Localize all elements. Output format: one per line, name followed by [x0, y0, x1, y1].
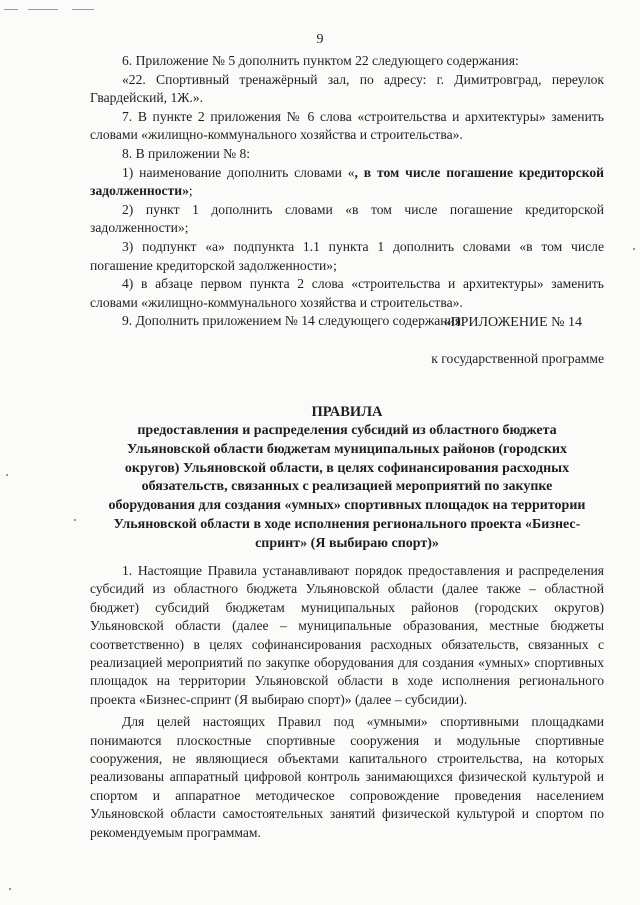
scan-edge-mark: [4, 9, 18, 10]
amendment-sub-2: 2) пункт 1 дополнить словами «в том числе погашение кредиторской задолженности»;: [90, 201, 604, 236]
amendment-sub-4: 4) в абзаце первом пункта 2 слова «строительства и архитектуры» заменить словами «жилищно-коммунального хозяйства и строительства».: [90, 276, 604, 310]
rules-paragraph-1: 1. Настоящие Правила устанавливают порядок предоставления и распределения субсидий из областного бюджета Ульяновской области (далее также – областной бюджет) субсидий бюджетам муниципальных районов (городских округов) Ульяновской области (далее – муниципальные образования, местные бюджеты соответственно) в целях софинансирования расходных обязательств, связанных с реализацией мероприятий по закупке оборудования для создания «умных» спортивных площадок на территории Ульяновской области в ходе исполнения регионального проекта «Бизнес-спринт (Я выбираю спорт)» (далее – субсидии).: [90, 563, 604, 707]
scan-edge-mark: [28, 9, 58, 10]
scan-speck: [6, 474, 8, 476]
scan-speck: [633, 248, 635, 250]
scan-speck: [9, 888, 11, 890]
amendment-item-6: 6. Приложение № 5 дополнить пунктом 22 следующего содержания:: [122, 53, 519, 68]
rules-body: [90, 562, 604, 842]
rules-subheading: предоставления и распределения субсидий из областного бюджета Ульяновской области бюджетам муниципальных районов (городских округов) Ульяновской области, в целях софинансирования расходных обязательств, связанных с реализацией мероприятий по закупке оборудования для создания «умных» спортивных площадок на территории Ульяновской области в ходе исполнения регионального проекта «Бизнес-спринт» (Я выбираю спорт)»: [108, 423, 586, 551]
sub1-bold-text: , в том числе погашение кредиторской задолженности»: [90, 164, 604, 199]
rules-heading: ПРАВИЛА: [311, 404, 383, 420]
appendix-subtitle: к государственной программе: [431, 351, 604, 366]
amendment-item-8: 8. В приложении № 8:: [122, 145, 251, 161]
amendments-section: [90, 52, 604, 331]
amendment-sub-3: 3) подпункт «а» подпункта 1.1 пункта 1 дополнить словами «в том числе погашение кредиторской задолженности»;: [90, 238, 604, 273]
amendment-item-7: 7. В пункте 2 приложения № 6 слова «строительства и архитектуры» заменить словами «жилищно-коммунального хозяйства и строительства».: [90, 108, 604, 143]
amendment-item-9: 9. Дополнить приложением № 14 следующего содержания:: [122, 313, 465, 329]
page-number: 9: [316, 32, 324, 47]
appendix-number: «ПРИЛОЖЕНИЕ № 14: [443, 315, 582, 330]
rules-paragraph-2: Для целей настоящих Правил под «умными» спортивными площадками понимаются плоскостные спортивные сооружения и модульные спортивные сооружения, не являющиеся объектами капитального строительства, на которых реализованы аппаратный цифровой контроль занимающихся физической культурой и спортом и аппаратное методическое сопровождение проведения населением Ульяновской области самостоятельных занятий физической культурой и спортом по рекомендуемым программам.: [90, 714, 604, 840]
sub1-end: ;: [188, 183, 193, 199]
amendment-sub-1: [90, 164, 604, 201]
sub1-text: 1) наименование дополнить словами «: [122, 164, 355, 180]
amendment-item-6-quote: «22. Спортивный тренажёрный зал, по адресу: г. Димитровград, переулок Гвардейский, 1Ж.».: [90, 71, 604, 106]
scan-speck: [74, 519, 76, 521]
scan-edge-mark: [72, 9, 94, 10]
